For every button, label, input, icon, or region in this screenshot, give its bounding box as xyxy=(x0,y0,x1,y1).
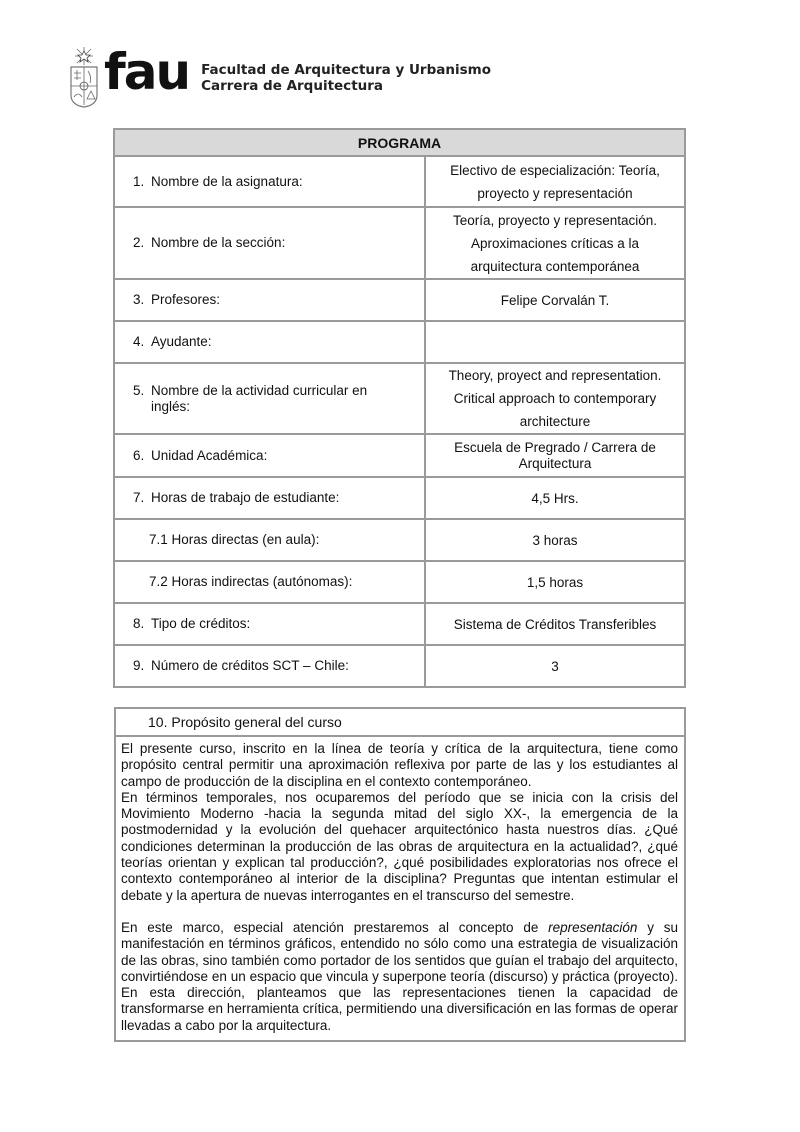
table-row xyxy=(114,477,685,519)
table-row xyxy=(114,519,685,561)
row-value: 1,5 horas xyxy=(425,561,685,603)
table-row xyxy=(114,561,685,603)
table-row xyxy=(114,156,685,207)
programa-table xyxy=(113,128,686,688)
row-value: 4,5 Hrs. xyxy=(425,477,685,519)
row-label: 7.1 Horas directas (en aula): xyxy=(114,519,425,561)
paragraph: El presente curso, inscrito en la línea de teoría y crítica de la arquitectura, tiene como propósito central permitir una aproximación reflexiva por parte de las y los estudiantes al campo de producción de la disciplina en el contexto contemporáneo. xyxy=(121,741,678,789)
paragraph: En este marco, especial atención prestaremos al concepto de representación y su manifestación en términos gráficos, entendido no sólo como una estrategia de visualización de las obras, sino también como portador de los sentidos que guían el trabajo del arquitecto, convirtiéndose en un espacio que vincula y superpone teoría (discurso) y práctica (proyecto). En esta dirección, planteamos que las representaciones tienen la capacidad de transformarse en herramienta crítica, permitiendo una diversificación en las formas de operar llevadas a cabo por la arquitectura. xyxy=(121,919,678,1033)
row-value: Theory, proyect and representation. Critical approach to contemporary architecture xyxy=(425,363,685,434)
row-value: 3 xyxy=(425,645,685,687)
row-value: 3 horas xyxy=(425,519,685,561)
row-value: Electivo de especialización: Teoría, proyecto y representación xyxy=(425,156,685,207)
row-value: Sistema de Créditos Transferibles xyxy=(425,603,685,645)
table-row xyxy=(114,645,685,687)
row-value: Escuela de Pregrado / Carrera de Arquitectura xyxy=(425,434,685,477)
paragraph: En términos temporales, nos ocuparemos del período que se inicia con la crisis del Movimiento Moderno -hacia la segunda mitad del siglo XX-, la emergencia de la postmodernidad y la evolución del quehacer arquitectónico hasta nuestros días. ¿Qué condiciones determinan la producción de las obras de arquitectura en la actualidad?, ¿qué teorías orientan y explican tal producción?, ¿qué posibilidades exploratorias nos ofrece el contexto contemporáneo al interior de la disciplina? Preguntas que intentan estimular el debate y la apertura de nuevas interrogantes en el transcurso del semestre. xyxy=(121,789,678,903)
proposito-body xyxy=(115,736,685,1041)
row-label: 1. Nombre de la asignatura: xyxy=(114,156,425,207)
row-label: 3. Profesores: xyxy=(114,279,425,321)
programa-title: PROGRAMA xyxy=(114,129,685,156)
fau-logo: fau xyxy=(104,43,190,101)
row-label: 5. Nombre de la actividad curricular en inglés: xyxy=(114,363,425,434)
row-label: 9. Número de créditos SCT – Chile: xyxy=(114,645,425,687)
table-row xyxy=(114,603,685,645)
row-value: Teoría, proyecto y representación. Aproximaciones críticas a la arquitectura contemporánea xyxy=(425,207,685,279)
table-row xyxy=(114,207,685,279)
table-row xyxy=(114,321,685,363)
emphasis: representación xyxy=(548,919,638,935)
document-header xyxy=(68,44,491,110)
row-label: 7.2 Horas indirectas (autónomas): xyxy=(114,561,425,603)
table-row xyxy=(114,279,685,321)
row-label: 2. Nombre de la sección: xyxy=(114,207,425,279)
row-value xyxy=(425,321,685,363)
header-text xyxy=(201,62,491,94)
faculty-name: Facultad de Arquitectura y Urbanismo xyxy=(201,62,491,78)
row-label: 7. Horas de trabajo de estudiante: xyxy=(114,477,425,519)
table-row xyxy=(114,363,685,434)
row-value: Felipe Corvalán T. xyxy=(425,279,685,321)
university-crest-icon xyxy=(68,45,100,109)
proposito-title: 10. Propósito general del curso xyxy=(115,708,685,736)
row-label: 8. Tipo de créditos: xyxy=(114,603,425,645)
row-label: 6. Unidad Académica: xyxy=(114,434,425,477)
career-name: Carrera de Arquitectura xyxy=(201,78,384,94)
proposito-table xyxy=(114,707,686,1042)
row-label: 4. Ayudante: xyxy=(114,321,425,363)
table-row xyxy=(114,434,685,477)
